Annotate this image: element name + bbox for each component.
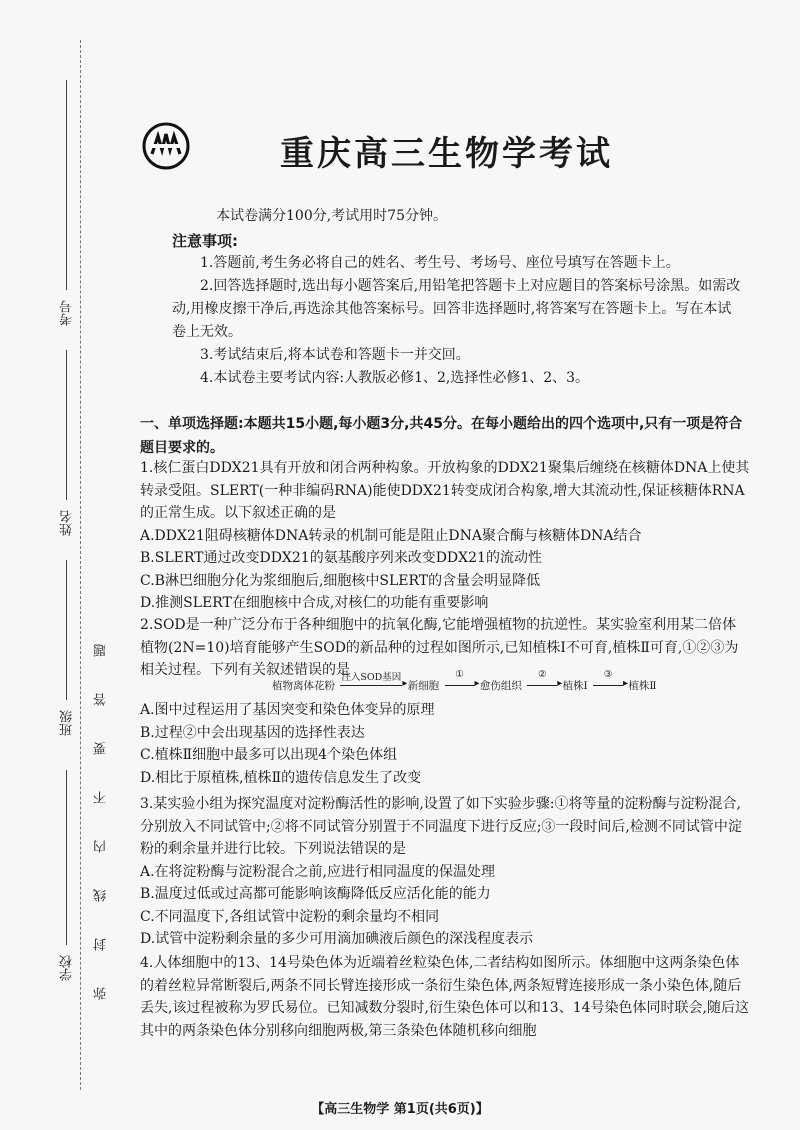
- question-stem: 2.SOD是一种广泛分布于各种细胞中的抗氧化酶,它能增强植物的抗逆性。某实验室利用某二倍体植物(2N=10)培育能够产生SOD的新品种的过程如图所示,已知植株Ⅰ不可育,植株Ⅱ可育,①②③为相关过程。下列有关叙述错误的是: [140, 617, 739, 678]
- flow-arrow: [593, 669, 623, 692]
- note-item: 2.回答选择题时,选出每小题答案后,用铅笔把答题卡上对应题目的答案标号涂黑。如需改动,用橡皮擦干净后,再选涂其他答案标号。回答非选择题时,将答案写在答题卡上。写在本试卷上无效。: [172, 278, 741, 340]
- flow-node: 植株Ⅰ: [562, 680, 588, 692]
- flow-arrow-label: ③: [603, 669, 613, 680]
- page-title: 重庆高三生物学考试: [280, 134, 613, 174]
- option-c: C.不同温度下,各组试管中淀粉的剩余量均不相同: [140, 908, 440, 925]
- option-b: B.过程②中会出现基因的选择性表达: [140, 724, 365, 741]
- class-line: [66, 560, 67, 700]
- flow-arrow-label: ②: [537, 669, 547, 680]
- flow-arrow: [340, 672, 402, 692]
- binding-margin: [0, 0, 110, 1130]
- question-1: [140, 457, 750, 615]
- question-stem: 3.某实验小组为探究温度对淀粉酶活性的影响,设置了如下实验步骤:①将等量的淀粉酶与淀粉混合,分别放入不同试管中;②将不同试管分别置于不同温度下进行反应;③一段时间后,检测不同试管中淀粉的剩余量并进行比较。下列说法错误的是: [140, 796, 742, 857]
- option-c: C.植株Ⅱ细胞中最多可以出现4个染色体组: [140, 747, 398, 763]
- note-item: 3.考试结束后,将本试卷和答题卡一并交回。: [200, 347, 470, 363]
- question-4: [140, 952, 750, 1042]
- flow-arrow: [445, 669, 475, 692]
- page-footer: 【高三生物学 第1页(共6页)】: [311, 1102, 489, 1117]
- class-label: 班级: [60, 710, 75, 736]
- option-d: D.相比于原植株,植株Ⅱ的遗传信息发生了改变: [140, 769, 422, 786]
- seal-dashed-line: [80, 40, 81, 1090]
- option-b: B.SLERT通过改变DDX21的氨基酸序列来改变DDX21的流动性: [140, 550, 542, 566]
- question-2-options: [140, 699, 750, 789]
- flow-arrow-label: ①: [455, 669, 464, 680]
- flow-node: 植物离体花粉: [272, 680, 335, 692]
- exam-number-label: 考号: [60, 300, 75, 326]
- name-line: [66, 350, 67, 500]
- option-a: A.DDX21阻碍核糖体DNA转录的机制可能是阻止DNA聚合酶与核糖体DNA结合: [140, 527, 642, 544]
- option-d: D.试管中淀粉剩余量的多少可用滴加碘液后颜色的深浅程度表示: [140, 931, 534, 947]
- school-label: 学校: [60, 955, 75, 981]
- option-c: C.B淋巴细胞分化为浆细胞后,细胞核中SLERT的含量会明显降低: [140, 572, 541, 589]
- question-3: [140, 793, 750, 951]
- note-item: 1.答题前,考生务必将自己的姓名、考生号、考场号、座位号填写在答题卡上。: [200, 255, 680, 271]
- school-line: [66, 770, 67, 945]
- sod-flow-diagram: [272, 669, 657, 693]
- flow-node: 愈伤组织: [479, 680, 522, 692]
- option-a: A.在将淀粉酶与淀粉混合之前,应进行相同温度的保温处理: [140, 863, 496, 880]
- exam-number-line: [66, 80, 67, 290]
- flow-arrow: [527, 669, 557, 692]
- name-label: 姓名: [60, 510, 75, 536]
- flow-node: 植株Ⅱ: [628, 680, 657, 692]
- flow-node: 新细胞: [407, 680, 440, 692]
- seal-warning: 弥封线内不要答题: [94, 608, 109, 1000]
- publisher-logo-icon: [140, 120, 192, 172]
- flow-arrow-label: 注入SOD基因: [341, 672, 402, 683]
- option-b: B.温度过低或过高都可能影响该酶降低反应活化能的能力: [140, 886, 491, 902]
- notes-heading: 注意事项:: [172, 232, 238, 250]
- option-a: A.图中过程运用了基因突变和染色体变异的原理: [140, 702, 435, 718]
- question-stem: 1.核仁蛋白DDX21具有开放和闭合两种构象。开放构象的DDX21聚集后缠绕在核糖体DNA上使其转录受阻。SLERT(一种非编码RNA)能使DDX21转变成闭合构象,增大其流动性,保证核糖体RNA的正常生成。以下叙述正确的是: [140, 460, 750, 521]
- option-d: D.推测SLERT在细胞核中合成,对核仁的功能有重要影响: [140, 595, 489, 611]
- section-heading: 一、单项选择题:本题共15小题,每小题3分,共45分。在每小题给出的四个选项中,只有一项是符合题目要求的。: [140, 416, 743, 456]
- title-row: [140, 120, 740, 180]
- note-item: 4.本试卷主要考试内容:人教版必修1、2,选择性必修1、2、3。: [200, 370, 590, 386]
- exam-info: 本试卷满分100分,考试用时75分钟。: [216, 208, 447, 224]
- question-stem: 4.人体细胞中的13、14号染色体为近端着丝粒染色体,二者结构如图所示。体细胞中这两条染色体的着丝粒异常断裂后,两条不同长臂连接形成一条衍生染色体,两条短臂连接形成一条小染色体,随后丢失,该过程被称为罗氏易位。已知减数分裂时,衍生染色体可以和13、14号染色体同时联会,随后这其中的两条染色体分别移向细胞两极,第三条染色体随机移向细胞: [140, 955, 749, 1039]
